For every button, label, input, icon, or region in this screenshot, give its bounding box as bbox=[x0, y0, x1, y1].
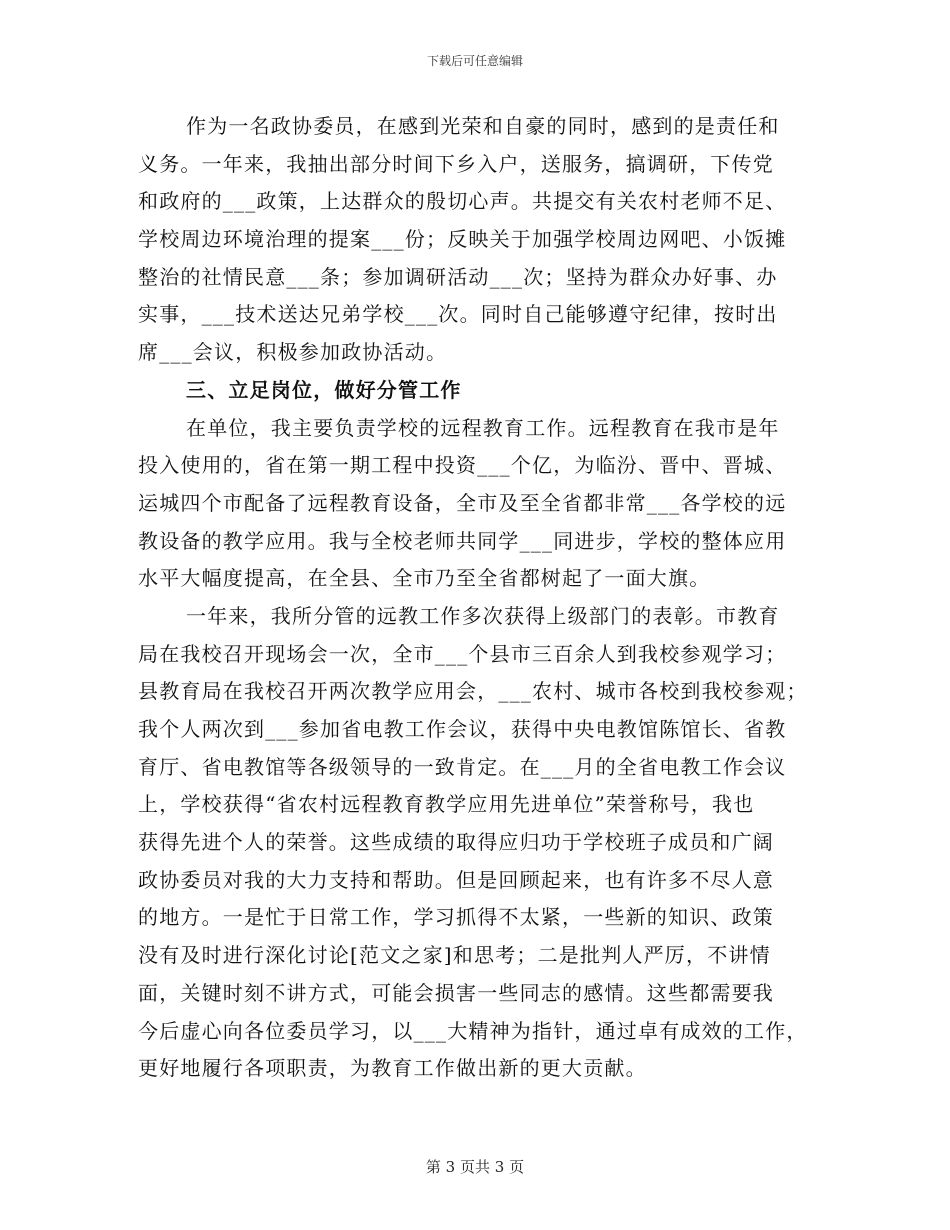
paragraph-line: 育厅、省电教馆等各级领导的一致肯定。在___月的全省电教工作会议 bbox=[138, 754, 787, 779]
page-header: 下载后可任意编辑 bbox=[426, 54, 523, 68]
paragraph-line: 运城四个市配备了远程教育设备，全市及至全省都非常___各学校的远 bbox=[138, 490, 787, 515]
paragraph-line: 获得先进个人的荣誉。这些成绩的取得应归功于学校班子成员和广阔 bbox=[138, 830, 774, 855]
paragraph-line: 席___会议，积极参加政协活动。 bbox=[138, 340, 448, 365]
paragraph-line: 我个人两次到___参加省电教工作会议，获得中央电教馆陈馆长、省教 bbox=[138, 717, 787, 741]
paragraph-line: 水平大幅度提高，在全县、全市乃至全省都树起了一面大旗。 bbox=[138, 566, 711, 591]
document-body bbox=[138, 108, 808, 1088]
paragraph-line: 更好地履行各项职责，为教育工作做出新的更大贡献。 bbox=[138, 1056, 647, 1081]
paragraph-line: 面，关键时刻不讲方式，可能会损害一些同志的感情。这些都需要我 bbox=[138, 980, 774, 1005]
paragraph-line: 一年来，我所分管的远教工作多次获得上级部门的表彰。市教育 bbox=[186, 603, 780, 628]
paragraph-line: 整治的社情民意___条；参加调研活动___次；坚持为群众办好事、办 bbox=[138, 264, 778, 289]
paragraph-line: 今后虚心向各位委员学习，以___大精神为指针，通过卓有成效的工作， bbox=[138, 1018, 808, 1043]
paragraph-line: 局在我校召开现场会一次，全市___个县市三百余人到我校参观学习； bbox=[138, 641, 787, 666]
page-number: 第 3 页共 3 页 bbox=[425, 1158, 525, 1176]
paragraph-line: 实事，___技术送达兄弟学校___次。同时自己能够遵守纪律，按时出 bbox=[138, 302, 778, 327]
paragraph-line: 在单位，我主要负责学校的远程教育工作。远程教育在我市是年 bbox=[186, 415, 780, 440]
paragraph-line: 没有及时进行深化讨论[范文之家]和思考；二是批判人严厉，不讲情 bbox=[138, 943, 771, 968]
paragraph-line: 作为一名政协委员，在感到光荣和自豪的同时，感到的是责任和 bbox=[186, 114, 780, 138]
paragraph-line: 教设备的教学应用。我与全校老师共同学___同进步，学校的整体应用 bbox=[138, 528, 787, 553]
paragraph-line: 上，学校获得“省农村远程教育教学应用先进单位”荣誉称号，我也 bbox=[138, 792, 755, 817]
paragraph-line: 投入使用的，省在第一期工程中投资___个亿，为临汾、晋中、晋城、 bbox=[138, 453, 787, 478]
section-heading: 三、立足岗位，做好分管工作 bbox=[186, 377, 462, 402]
paragraph-line: 和政府的___政策，上达群众的殷切心声。共提交有关农村老师不足、 bbox=[138, 189, 787, 214]
paragraph-line: 政协委员对我的大力支持和帮助。但是回顾起来，也有许多不尽人意 bbox=[138, 867, 774, 892]
paragraph-line: 的地方。一是忙于日常工作，学习抓得不太紧，一些新的知识、政策 bbox=[138, 905, 774, 930]
paragraph-line: 县教育局在我校召开两次教学应用会，___农村、城市各校到我校参观； bbox=[138, 679, 808, 704]
paragraph-line: 义务。一年来，我抽出部分时间下乡入户，送服务，搞调研，下传党 bbox=[138, 151, 774, 176]
paragraph-line: 学校周边环境治理的提案___份；反映关于加强学校周边网吧、小饭摊 bbox=[138, 227, 787, 252]
